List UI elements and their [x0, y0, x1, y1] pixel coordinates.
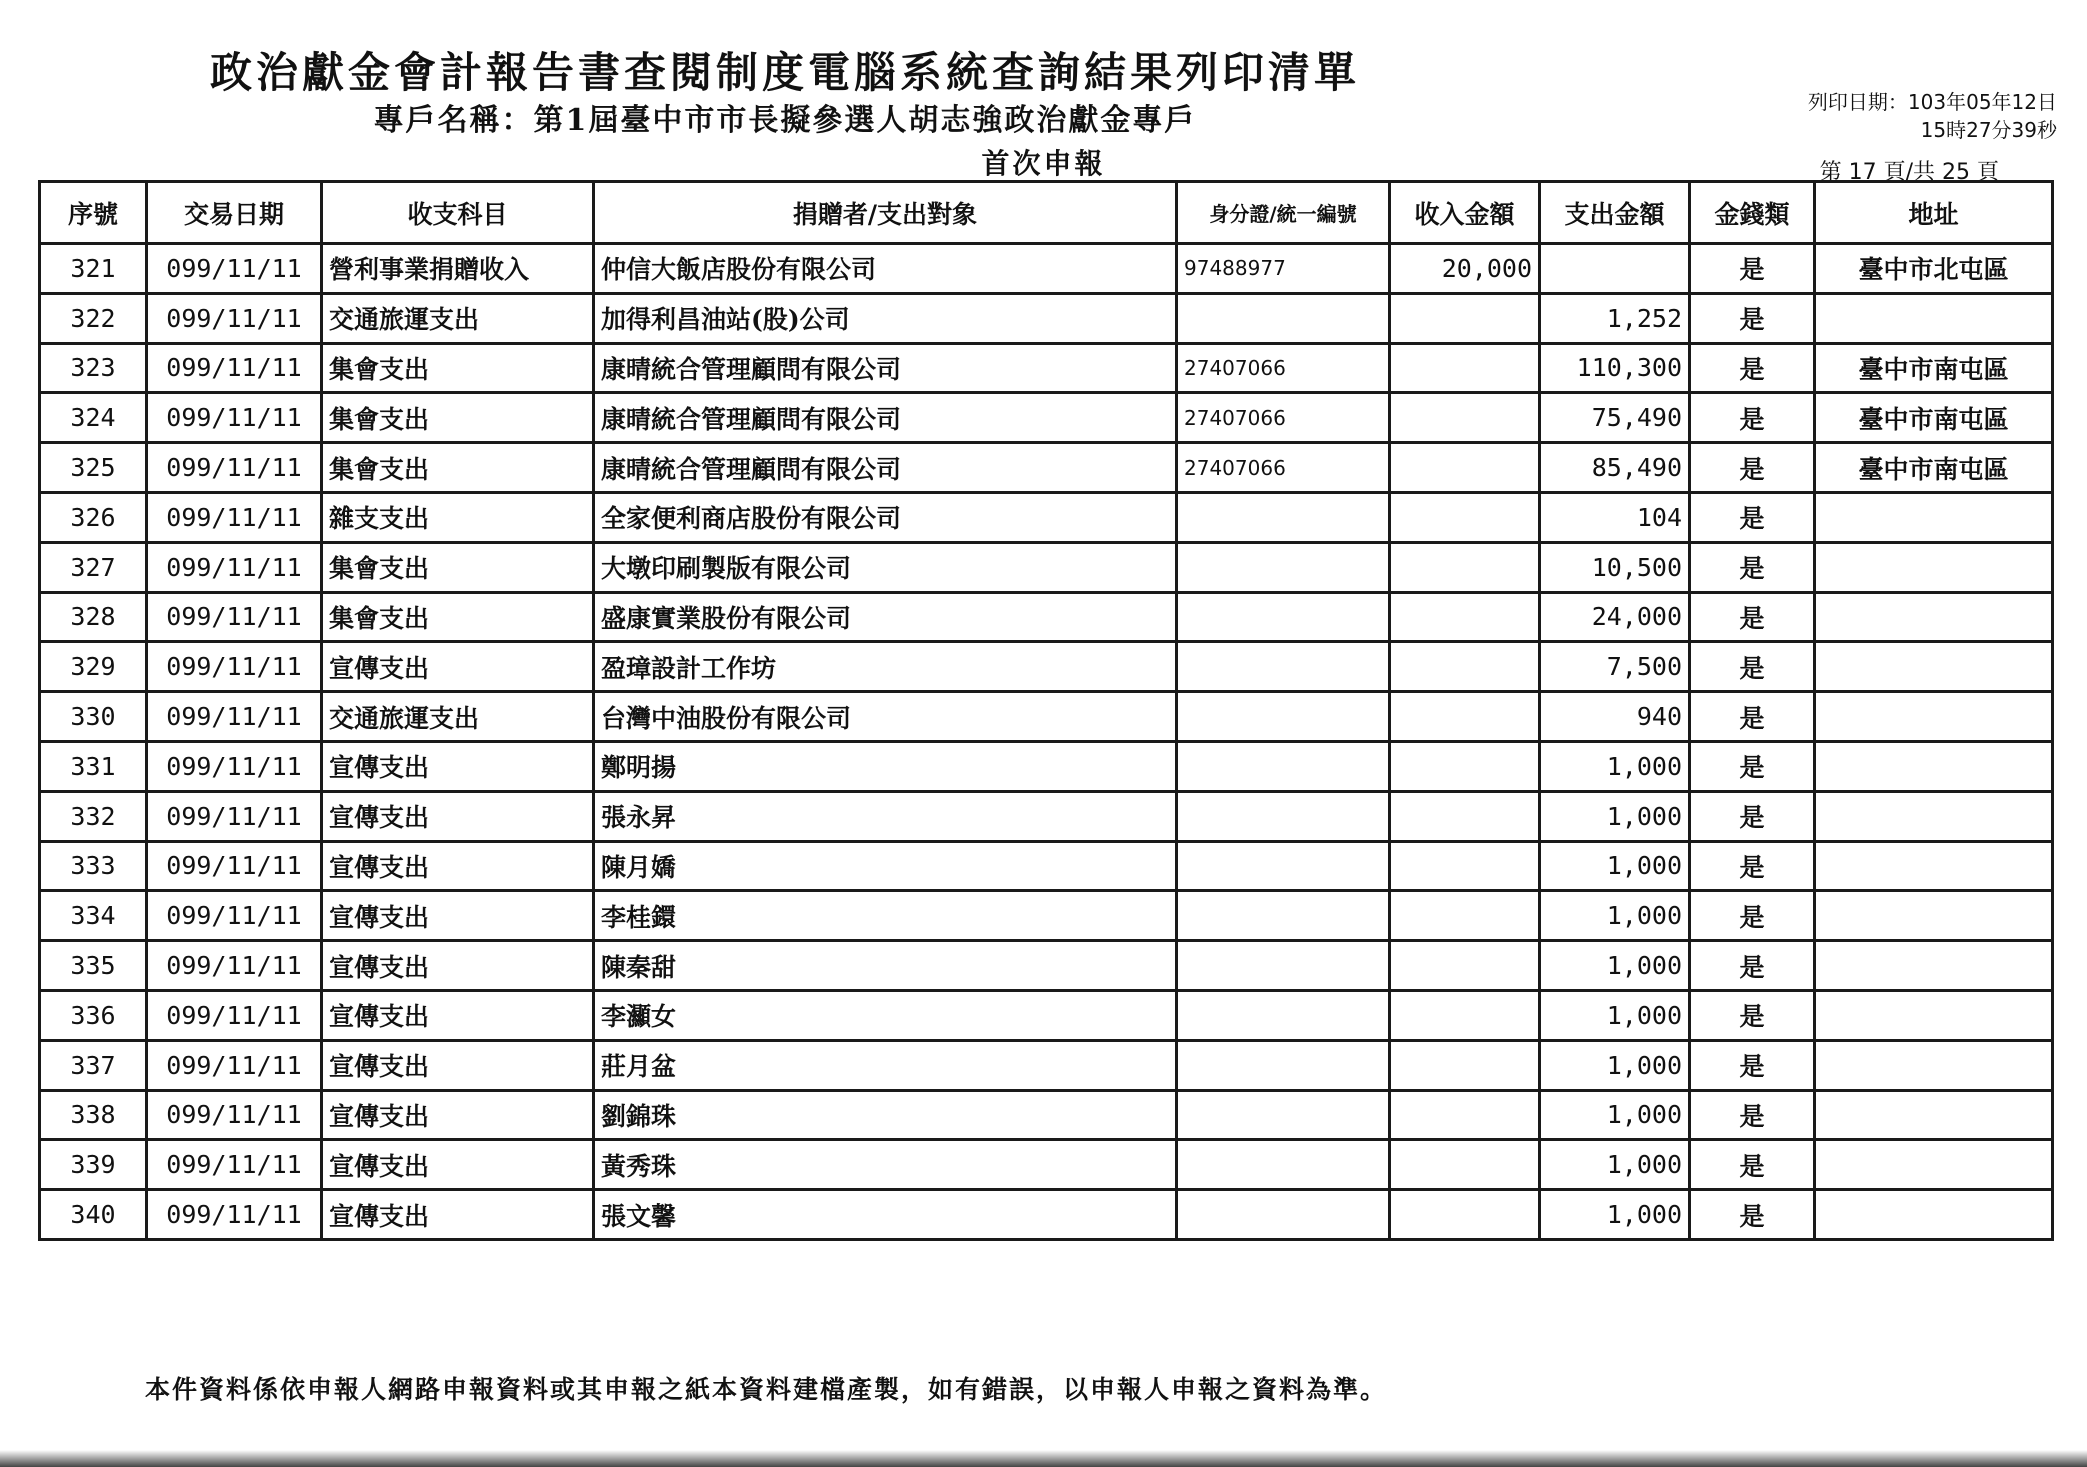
- cell-cash-flag: 是: [1690, 293, 1815, 343]
- cell-cash-flag: 是: [1690, 841, 1815, 891]
- cell-cash-flag: 是: [1690, 1090, 1815, 1140]
- table-row: [40, 791, 2053, 841]
- cell-address: [1815, 791, 2053, 841]
- header-income: 收入金額: [1390, 182, 1540, 244]
- cell-id-no: [1177, 990, 1390, 1040]
- header-expense: 支出金額: [1540, 182, 1690, 244]
- header-address: 地址: [1815, 182, 2053, 244]
- cell-seq: 323: [40, 343, 147, 393]
- cell-party: 仲信大飯店股份有限公司: [594, 244, 1177, 294]
- print-date: 列印日期：103年05年12日: [1807, 90, 2057, 114]
- cell-income: [1390, 592, 1540, 642]
- cell-income: [1390, 542, 1540, 592]
- cell-id-no: [1177, 692, 1390, 742]
- cell-income: [1390, 841, 1540, 891]
- cell-id-no: [1177, 642, 1390, 692]
- cell-date: 099/11/11: [147, 791, 322, 841]
- cell-income: [1390, 492, 1540, 542]
- cell-party: 鄭明揚: [594, 741, 1177, 791]
- cell-date: 099/11/11: [147, 1090, 322, 1140]
- cell-seq: 322: [40, 293, 147, 343]
- ledger-table: [38, 180, 2054, 1241]
- cell-id-no: 27407066: [1177, 443, 1390, 493]
- cell-seq: 331: [40, 741, 147, 791]
- cell-address: [1815, 492, 2053, 542]
- cell-expense: 1,252: [1540, 293, 1690, 343]
- table-row: [40, 592, 2053, 642]
- table-row: [40, 642, 2053, 692]
- table-row: [40, 1040, 2053, 1090]
- cell-cash-flag: 是: [1690, 1140, 1815, 1190]
- cell-party: 全家便利商店股份有限公司: [594, 492, 1177, 542]
- cell-category: 宣傳支出: [322, 941, 594, 991]
- cell-party: 黃秀珠: [594, 1140, 1177, 1190]
- cell-address: 臺中市南屯區: [1815, 343, 2053, 393]
- cell-id-no: 97488977: [1177, 244, 1390, 294]
- cell-id-no: [1177, 592, 1390, 642]
- cell-id-no: [1177, 542, 1390, 592]
- cell-category: 宣傳支出: [322, 990, 594, 1040]
- table-row: [40, 1140, 2053, 1190]
- cell-expense: 1,000: [1540, 791, 1690, 841]
- cell-address: [1815, 1040, 2053, 1090]
- cell-date: 099/11/11: [147, 1140, 322, 1190]
- cell-party: 盈璋設計工作坊: [594, 642, 1177, 692]
- cell-id-no: 27407066: [1177, 393, 1390, 443]
- cell-category: 集會支出: [322, 443, 594, 493]
- cell-address: [1815, 1140, 2053, 1190]
- header-id-no: 身分證/統一編號: [1177, 182, 1390, 244]
- cell-seq: 338: [40, 1090, 147, 1140]
- header-date: 交易日期: [147, 182, 322, 244]
- table-row: [40, 891, 2053, 941]
- cell-expense: 1,000: [1540, 891, 1690, 941]
- ledger-body: [40, 244, 2053, 1240]
- cell-seq: 334: [40, 891, 147, 941]
- cell-cash-flag: 是: [1690, 941, 1815, 991]
- cell-party: 李桂鐶: [594, 891, 1177, 941]
- cell-date: 099/11/11: [147, 393, 322, 443]
- cell-party: 陳月嬌: [594, 841, 1177, 891]
- cell-expense: 10,500: [1540, 542, 1690, 592]
- table-row: [40, 1190, 2053, 1240]
- cell-income: [1390, 1140, 1540, 1190]
- header-cash-flag: 金錢類: [1690, 182, 1815, 244]
- cell-id-no: [1177, 1140, 1390, 1190]
- cell-address: 臺中市南屯區: [1815, 443, 2053, 493]
- cell-seq: 321: [40, 244, 147, 294]
- table-row: [40, 244, 2053, 294]
- cell-category: 集會支出: [322, 343, 594, 393]
- table-row: [40, 343, 2053, 393]
- cell-date: 099/11/11: [147, 492, 322, 542]
- cell-income: [1390, 741, 1540, 791]
- cell-id-no: 27407066: [1177, 343, 1390, 393]
- cell-expense: 110,300: [1540, 343, 1690, 393]
- table-row: [40, 941, 2053, 991]
- cell-category: 宣傳支出: [322, 1090, 594, 1140]
- cell-expense: 1,000: [1540, 741, 1690, 791]
- cell-party: 張永昇: [594, 791, 1177, 841]
- cell-cash-flag: 是: [1690, 1040, 1815, 1090]
- cell-id-no: [1177, 492, 1390, 542]
- cell-date: 099/11/11: [147, 1040, 322, 1090]
- cell-category: 交通旅運支出: [322, 692, 594, 742]
- cell-party: 盛康實業股份有限公司: [594, 592, 1177, 642]
- cell-address: [1815, 293, 2053, 343]
- cell-expense: 7,500: [1540, 642, 1690, 692]
- cell-cash-flag: 是: [1690, 542, 1815, 592]
- cell-cash-flag: 是: [1690, 1190, 1815, 1240]
- cell-address: [1815, 941, 2053, 991]
- cell-date: 099/11/11: [147, 293, 322, 343]
- cell-category: 宣傳支出: [322, 791, 594, 841]
- print-time: 15時27分39秒: [1920, 118, 2057, 142]
- account-name: 專戶名稱：第1屆臺中市市長擬參選人胡志強政治獻金專戶: [373, 103, 1197, 138]
- cell-expense: 1,000: [1540, 941, 1690, 991]
- cell-id-no: [1177, 1040, 1390, 1090]
- cell-id-no: [1177, 741, 1390, 791]
- cell-income: [1390, 642, 1540, 692]
- cell-seq: 333: [40, 841, 147, 891]
- cell-category: 宣傳支出: [322, 841, 594, 891]
- cell-seq: 324: [40, 393, 147, 443]
- cell-cash-flag: 是: [1690, 741, 1815, 791]
- cell-id-no: [1177, 293, 1390, 343]
- cell-party: 加得利昌油站(股)公司: [594, 293, 1177, 343]
- cell-income: [1390, 941, 1540, 991]
- cell-expense: 1,000: [1540, 1090, 1690, 1140]
- cell-income: [1390, 443, 1540, 493]
- cell-party: 陳秦甜: [594, 941, 1177, 991]
- print-timestamp: [1808, 88, 2057, 144]
- cell-category: 宣傳支出: [322, 891, 594, 941]
- cell-category: 集會支出: [322, 542, 594, 592]
- cell-income: [1390, 393, 1540, 443]
- cell-expense: 1,000: [1540, 1040, 1690, 1090]
- page-title: 政治獻金會計報告書查閱制度電腦系統查詢結果列印清單: [209, 48, 1360, 97]
- cell-category: 宣傳支出: [322, 1190, 594, 1240]
- cell-cash-flag: 是: [1690, 393, 1815, 443]
- cell-party: 台灣中油股份有限公司: [594, 692, 1177, 742]
- cell-date: 099/11/11: [147, 642, 322, 692]
- cell-expense: 75,490: [1540, 393, 1690, 443]
- cell-income: [1390, 1040, 1540, 1090]
- cell-address: 臺中市南屯區: [1815, 393, 2053, 443]
- cell-address: [1815, 990, 2053, 1040]
- cell-party: 莊月盆: [594, 1040, 1177, 1090]
- cell-party: 康晴統合管理顧問有限公司: [594, 443, 1177, 493]
- cell-address: [1815, 1090, 2053, 1140]
- cell-expense: 1,000: [1540, 1190, 1690, 1240]
- cell-date: 099/11/11: [147, 941, 322, 991]
- cell-party: 康晴統合管理顧問有限公司: [594, 343, 1177, 393]
- table-row: [40, 741, 2053, 791]
- cell-cash-flag: 是: [1690, 791, 1815, 841]
- cell-seq: 325: [40, 443, 147, 493]
- cell-expense: 1,000: [1540, 1140, 1690, 1190]
- cell-address: [1815, 1190, 2053, 1240]
- cell-category: 宣傳支出: [322, 1140, 594, 1190]
- cell-seq: 335: [40, 941, 147, 991]
- cell-cash-flag: 是: [1690, 443, 1815, 493]
- table-row: [40, 492, 2053, 542]
- cell-id-no: [1177, 941, 1390, 991]
- cell-category: 集會支出: [322, 393, 594, 443]
- table-row: [40, 692, 2053, 742]
- cell-income: [1390, 791, 1540, 841]
- cell-expense: 24,000: [1540, 592, 1690, 642]
- table-row: [40, 841, 2053, 891]
- cell-income: [1390, 990, 1540, 1040]
- table-row: [40, 542, 2053, 592]
- table-header-row: [40, 182, 2053, 244]
- cell-party: 李灦女: [594, 990, 1177, 1040]
- cell-seq: 336: [40, 990, 147, 1040]
- table-row: [40, 1090, 2053, 1140]
- cell-seq: 327: [40, 542, 147, 592]
- cell-seq: 337: [40, 1040, 147, 1090]
- cell-id-no: [1177, 891, 1390, 941]
- cell-cash-flag: 是: [1690, 642, 1815, 692]
- cell-category: 營利事業捐贈收入: [322, 244, 594, 294]
- cell-expense: 1,000: [1540, 990, 1690, 1040]
- cell-id-no: [1177, 841, 1390, 891]
- cell-date: 099/11/11: [147, 542, 322, 592]
- cell-date: 099/11/11: [147, 990, 322, 1040]
- cell-seq: 330: [40, 692, 147, 742]
- cell-date: 099/11/11: [147, 692, 322, 742]
- cell-seq: 326: [40, 492, 147, 542]
- cell-address: [1815, 891, 2053, 941]
- cell-expense: 85,490: [1540, 443, 1690, 493]
- cell-seq: 340: [40, 1190, 147, 1240]
- cell-cash-flag: 是: [1690, 343, 1815, 393]
- cell-address: [1815, 592, 2053, 642]
- cell-income: [1390, 293, 1540, 343]
- cell-category: 集會支出: [322, 592, 594, 642]
- cell-seq: 328: [40, 592, 147, 642]
- cell-income: 20,000: [1390, 244, 1540, 294]
- cell-cash-flag: 是: [1690, 592, 1815, 642]
- table-row: [40, 293, 2053, 343]
- cell-category: 宣傳支出: [322, 1040, 594, 1090]
- cell-category: 雜支支出: [322, 492, 594, 542]
- cell-date: 099/11/11: [147, 841, 322, 891]
- header-party: 捐贈者/支出對象: [594, 182, 1177, 244]
- cell-category: 交通旅運支出: [322, 293, 594, 343]
- cell-date: 099/11/11: [147, 592, 322, 642]
- cell-date: 099/11/11: [147, 343, 322, 393]
- cell-expense: 940: [1540, 692, 1690, 742]
- table-row: [40, 443, 2053, 493]
- table-row: [40, 393, 2053, 443]
- cell-cash-flag: 是: [1690, 692, 1815, 742]
- cell-cash-flag: 是: [1690, 891, 1815, 941]
- cell-income: [1390, 891, 1540, 941]
- cell-date: 099/11/11: [147, 443, 322, 493]
- page-indicator: 第 17 頁/共 25 頁: [1819, 160, 1999, 185]
- cell-address: [1815, 692, 2053, 742]
- header-seq: 序號: [40, 182, 147, 244]
- cell-id-no: [1177, 1190, 1390, 1240]
- table-row: [40, 990, 2053, 1040]
- disclaimer-note: 本件資料係依申報人網路申報資料或其申報之紙本資料建檔產製，如有錯誤，以申報人申報之資料為準。: [145, 1375, 1388, 1404]
- cell-seq: 339: [40, 1140, 147, 1190]
- cell-party: 張文馨: [594, 1190, 1177, 1240]
- cell-seq: 332: [40, 791, 147, 841]
- cell-address: [1815, 841, 2053, 891]
- cell-income: [1390, 1090, 1540, 1140]
- cell-date: 099/11/11: [147, 1190, 322, 1240]
- cell-date: 099/11/11: [147, 244, 322, 294]
- cell-id-no: [1177, 791, 1390, 841]
- report-type: 首次申報: [981, 147, 1106, 180]
- cell-id-no: [1177, 1090, 1390, 1140]
- cell-income: [1390, 692, 1540, 742]
- cell-date: 099/11/11: [147, 891, 322, 941]
- scan-bottom-edge: [0, 1450, 2087, 1467]
- cell-cash-flag: 是: [1690, 990, 1815, 1040]
- cell-address: [1815, 741, 2053, 791]
- cell-address: [1815, 542, 2053, 592]
- cell-address: 臺中市北屯區: [1815, 244, 2053, 294]
- cell-income: [1390, 343, 1540, 393]
- cell-category: 宣傳支出: [322, 642, 594, 692]
- cell-cash-flag: 是: [1690, 492, 1815, 542]
- cell-date: 099/11/11: [147, 741, 322, 791]
- cell-address: [1815, 642, 2053, 692]
- cell-expense: [1540, 244, 1690, 294]
- cell-seq: 329: [40, 642, 147, 692]
- header-category: 收支科目: [322, 182, 594, 244]
- cell-party: 大墩印刷製版有限公司: [594, 542, 1177, 592]
- cell-cash-flag: 是: [1690, 244, 1815, 294]
- cell-expense: 1,000: [1540, 841, 1690, 891]
- cell-income: [1390, 1190, 1540, 1240]
- cell-expense: 104: [1540, 492, 1690, 542]
- cell-party: 劉錦珠: [594, 1090, 1177, 1140]
- cell-category: 宣傳支出: [322, 741, 594, 791]
- cell-party: 康晴統合管理顧問有限公司: [594, 393, 1177, 443]
